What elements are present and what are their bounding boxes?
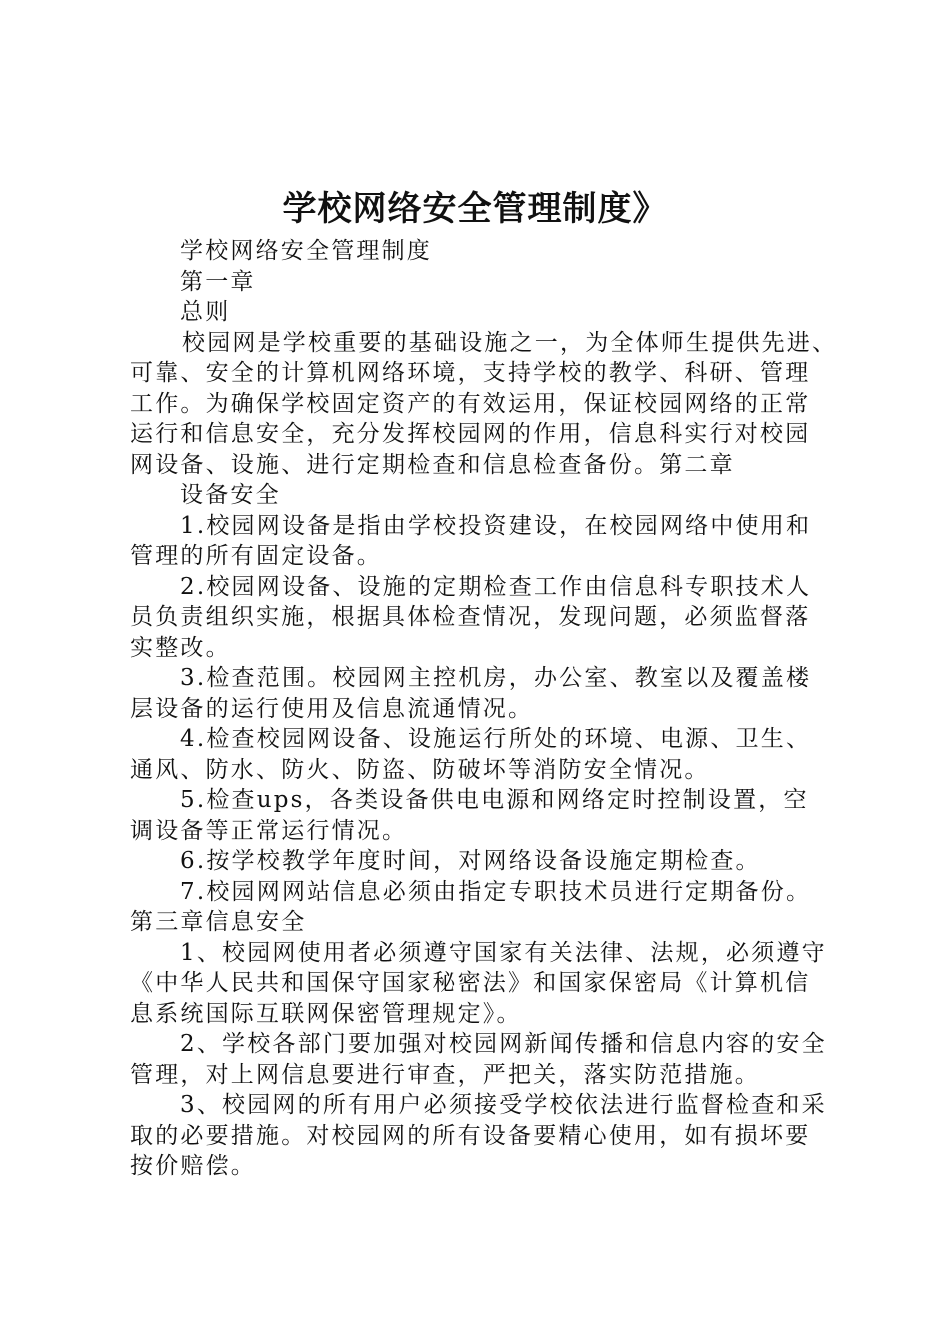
list-item: 4.检查校园网设备、设施运行所处的环境、电源、卫生、	[180, 726, 812, 752]
list-item-continuation: 《中华人民共和国保守国家秘密法》和国家保密局《计算机信	[130, 970, 811, 996]
paragraph-line: 校园网是学校重要的基础设施之一，为全体师生提供先进、	[182, 329, 838, 356]
document-body	[130, 236, 845, 1182]
list-item: 2、学校各部门要加强对校园网新闻传播和信息内容的安全	[180, 1031, 827, 1057]
paragraph-line: 网设备、设施、进行定期检查和信息检查备份。第二章	[130, 451, 735, 478]
chapter-heading: 第三章信息安全	[130, 909, 307, 935]
list-item: 3、校园网的所有用户必须接受学校依法进行监督检查和采	[180, 1092, 827, 1118]
list-item: 1、校园网使用者必须遵守国家有关法律、法规，必须遵守	[180, 939, 827, 966]
list-item: 3.检查范围。校园网主控机房，办公室、教室以及覆盖楼	[180, 665, 812, 691]
list-item-continuation: 实整改。	[130, 634, 231, 661]
list-item: 1.校园网设备是指由学校投资建设，在校园网络中使用和	[180, 512, 812, 539]
list-item-continuation: 取的必要措施。对校园网的所有设备要精心使用，如有损坏要	[130, 1122, 811, 1149]
list-item-continuation: 调设备等正常运行情况。	[130, 817, 408, 844]
paragraph-line: 工作。为确保学校固定资产的有效运用，保证校园网络的正常	[130, 390, 811, 417]
list-item: 6.按学校教学年度时间，对网络设备设施定期检查。	[180, 848, 761, 874]
section-heading: 总则	[180, 299, 231, 325]
list-item-continuation: 层设备的运行使用及信息流通情况。	[130, 695, 534, 722]
paragraph-line: 可靠、安全的计算机网络环境，支持学校的教学、科研、管理	[130, 360, 811, 386]
document-title: 学校网络安全管理制度》	[282, 189, 668, 229]
chapter-heading: 第一章	[180, 268, 256, 295]
paragraph-line: 运行和信息安全，充分发挥校园网的作用，信息科实行对校园	[130, 421, 811, 447]
list-item: 5.检查ups，各类设备供电电源和网络定时控制设置，空	[180, 787, 809, 813]
list-item-continuation: 管理，对上网信息要进行审查，严把关，落实防范措施。	[130, 1061, 760, 1088]
list-item: 7.校园网网站信息必须由指定专职技术员进行定期备份。	[180, 878, 812, 905]
list-item-continuation: 员负责组织实施，根据具体检查情况，发现问题，必须监督落	[130, 604, 811, 630]
list-item-continuation: 通风、防水、防火、防盗、防破坏等消防安全情况。	[130, 756, 710, 783]
list-item-continuation: 管理的所有固定设备。	[130, 543, 382, 569]
list-item-continuation: 按价赔偿。	[130, 1153, 256, 1179]
section-heading: 设备安全	[180, 482, 281, 508]
list-item: 2.校园网设备、设施的定期检查工作由信息科专职技术人	[180, 573, 812, 600]
list-item-continuation: 息系统国际互联网保密管理规定》。	[130, 1000, 522, 1027]
subtitle-line: 学校网络安全管理制度	[180, 238, 432, 264]
